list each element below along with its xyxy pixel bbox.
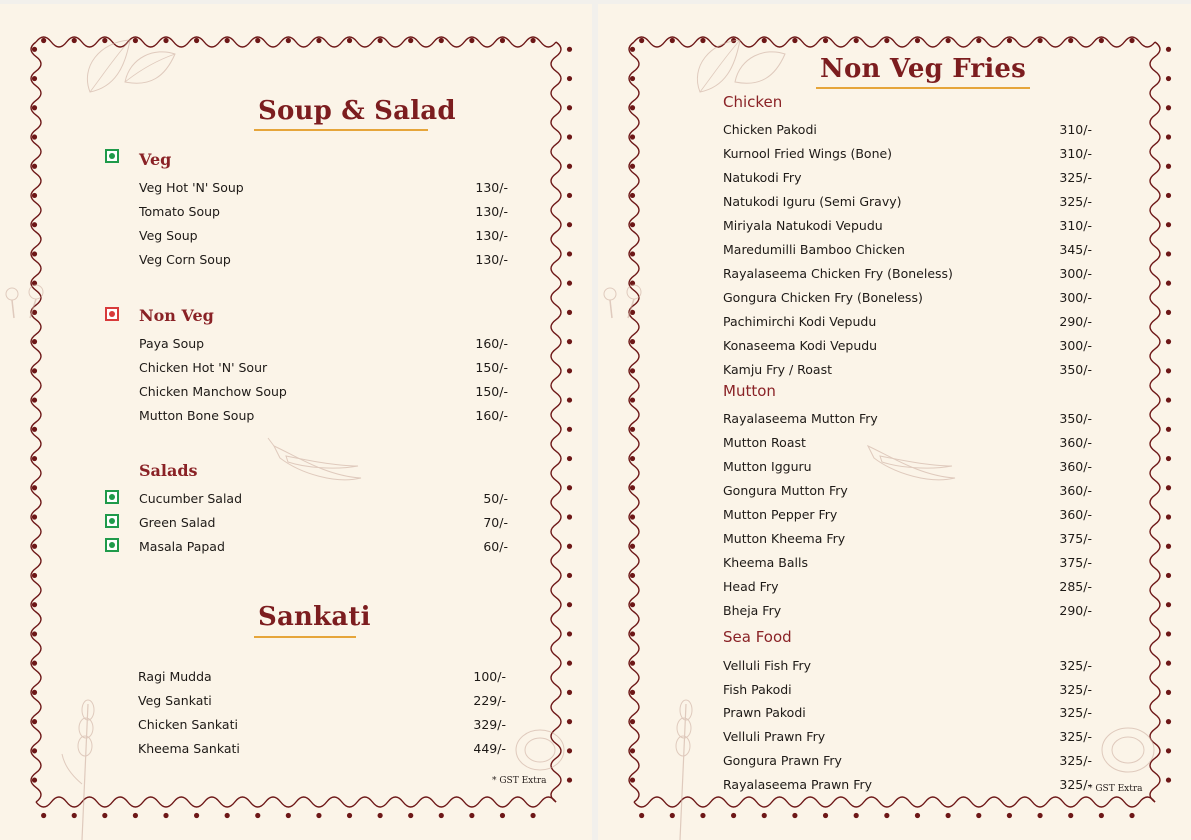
menu-item-name: Veg Sankati	[138, 693, 212, 708]
menu-item-price: 150/-	[475, 360, 508, 375]
menu-item-price: 300/-	[1059, 338, 1092, 353]
menu-item-name: Tomato Soup	[139, 204, 220, 219]
menu-item-price: 360/-	[1059, 507, 1092, 522]
menu-item-name: Gongura Mutton Fry	[723, 483, 848, 498]
menu-item-price: 130/-	[475, 228, 508, 243]
category-mutton: Mutton	[723, 382, 776, 400]
menu-item-price: 290/-	[1059, 314, 1092, 329]
menu-item-price: 130/-	[475, 204, 508, 219]
menu-item-price: 375/-	[1059, 555, 1092, 570]
menu-item-name: Kheema Balls	[723, 555, 809, 570]
veg-marker-icon	[105, 514, 119, 528]
category-veg: Veg	[139, 150, 172, 169]
menu-item-name: Bheja Fry	[723, 603, 782, 618]
menu-item-price: 325/-	[1059, 194, 1092, 209]
menu-item-name: Fish Pakodi	[723, 681, 792, 697]
menu-item-name: Rayalaseema Chicken Fry (Boneless)	[723, 266, 953, 281]
menu-item-price: 325/-	[1059, 170, 1092, 185]
menu-item-price: 130/-	[475, 180, 508, 195]
menu-item-price: 150/-	[475, 384, 508, 399]
wavy-border-frame	[598, 4, 1191, 840]
menu-item-price: 329/-	[473, 717, 506, 732]
gst-note: * GST Extra	[492, 776, 547, 786]
menu-item-price: 50/-	[483, 491, 508, 506]
section-title-sankati: Sankati	[258, 602, 371, 632]
menu-item-name: Natukodi Fry	[723, 170, 802, 185]
menu-item-name: Konaseema Kodi Vepudu	[723, 338, 878, 353]
menu-item-name: Velluli Prawn Fry	[723, 729, 826, 745]
category-salads: Salads	[139, 461, 198, 480]
menu-item-price: 325/-	[1059, 705, 1092, 721]
menu-item-name: Green Salad	[139, 515, 216, 530]
menu-item-name: Chicken Pakodi	[723, 122, 817, 137]
menu-item-name: Ragi Mudda	[138, 669, 212, 684]
title-underline	[254, 636, 356, 638]
menu-item-name: Paya Soup	[139, 336, 205, 351]
menu-item-price: 290/-	[1059, 603, 1092, 618]
menu-item-price: 325/-	[1059, 752, 1092, 768]
menu-item-name: Kheema Sankati	[138, 741, 240, 756]
menu-item-price: 229/-	[473, 693, 506, 708]
menu-item-name: Natukodi Iguru (Semi Gravy)	[723, 194, 902, 209]
menu-item-name: Cucumber Salad	[139, 491, 243, 506]
menu-item-name: Rayalaseema Mutton Fry	[723, 411, 878, 426]
menu-item-name: Veg Soup	[139, 228, 198, 243]
veg-marker-icon	[105, 490, 119, 504]
section-title-nonveg-fries: Non Veg Fries	[820, 54, 1026, 84]
menu-item-price: 130/-	[475, 252, 508, 267]
cloves-icon	[598, 280, 654, 320]
red-chilies-icon	[266, 436, 366, 486]
menu-item-price: 350/-	[1059, 362, 1092, 377]
basil-leaves-icon	[70, 32, 180, 102]
menu-page-right	[598, 4, 1191, 840]
menu-item-name: Prawn Pakodi	[723, 705, 806, 721]
menu-item-price: 70/-	[483, 515, 508, 530]
menu-item-name: Miriyala Natukodi Vepudu	[723, 218, 883, 233]
wheat-stalk-icon	[658, 694, 708, 840]
menu-item-name: Maredumilli Bamboo Chicken	[723, 242, 905, 257]
menu-item-price: 160/-	[475, 408, 508, 423]
menu-page-left	[0, 4, 592, 840]
menu-item-name: Chicken Hot 'N' Sour	[139, 360, 268, 375]
menu-item-name: Gongura Prawn Fry	[723, 752, 842, 768]
menu-item-name: Rayalaseema Prawn Fry	[723, 776, 873, 792]
menu-item-price: 350/-	[1059, 411, 1092, 426]
menu-item-price: 360/-	[1059, 459, 1092, 474]
menu-item-price: 325/-	[1059, 776, 1092, 792]
menu-item-name: Velluli Fish Fry	[723, 658, 812, 673]
menu-item-name: Pachimirchi Kodi Vepudu	[723, 314, 877, 329]
menu-item-price: 345/-	[1059, 242, 1092, 257]
menu-item-price: 325/-	[1059, 658, 1092, 673]
category-chicken: Chicken	[723, 93, 783, 111]
menu-item-price: 325/-	[1059, 729, 1092, 745]
menu-item-name: Mutton Bone Soup	[139, 408, 255, 423]
red-chilies-icon	[860, 436, 960, 486]
menu-item-name: Mutton Roast	[723, 435, 806, 450]
menu-item-name: Gongura Chicken Fry (Boneless)	[723, 290, 923, 305]
menu-item-name: Veg Corn Soup	[139, 252, 231, 267]
coconut-icon	[508, 722, 568, 778]
title-underline	[254, 129, 428, 131]
menu-item-name: Mutton Kheema Fry	[723, 531, 846, 546]
menu-item-price: 360/-	[1059, 483, 1092, 498]
menu-item-price: 310/-	[1059, 146, 1092, 161]
wheat-stalk-icon	[60, 694, 110, 840]
menu-item-name: Chicken Sankati	[138, 717, 238, 732]
section-title-soup-salad: Soup & Salad	[258, 96, 456, 126]
menu-item-price: 310/-	[1059, 122, 1092, 137]
menu-item-price: 360/-	[1059, 435, 1092, 450]
cloves-icon	[0, 280, 56, 320]
menu-item-price: 300/-	[1059, 266, 1092, 281]
category-seafood: Sea Food	[723, 628, 792, 646]
menu-item-name: Mutton Igguru	[723, 459, 812, 474]
menu-item-price: 300/-	[1059, 290, 1092, 305]
menu-item-name: Mutton Pepper Fry	[723, 507, 838, 522]
menu-item-price: 325/-	[1059, 681, 1092, 697]
menu-item-name: Kamju Fry / Roast	[723, 362, 833, 377]
veg-marker-icon	[105, 538, 119, 552]
gst-note: * GST Extra	[1088, 784, 1143, 794]
menu-item-name: Head Fry	[723, 579, 779, 594]
menu-item-name: Veg Hot 'N' Soup	[139, 180, 244, 195]
menu-item-name: Chicken Manchow Soup	[139, 384, 287, 399]
menu-item-price: 310/-	[1059, 218, 1092, 233]
menu-item-name: Kurnool Fried Wings (Bone)	[723, 146, 893, 161]
menu-item-price: 285/-	[1059, 579, 1092, 594]
nonveg-marker-icon	[105, 307, 119, 321]
menu-item-price: 449/-	[473, 741, 506, 756]
coconut-icon	[1094, 720, 1158, 778]
veg-marker-icon	[105, 149, 119, 163]
menu-item-price: 100/-	[473, 669, 506, 684]
title-underline	[816, 87, 1030, 89]
menu-item-price: 160/-	[475, 336, 508, 351]
category-nonveg: Non Veg	[139, 306, 214, 325]
menu-item-price: 375/-	[1059, 531, 1092, 546]
basil-leaves-icon	[680, 32, 790, 102]
menu-item-name: Masala Papad	[139, 539, 225, 554]
menu-item-price: 60/-	[483, 539, 508, 554]
